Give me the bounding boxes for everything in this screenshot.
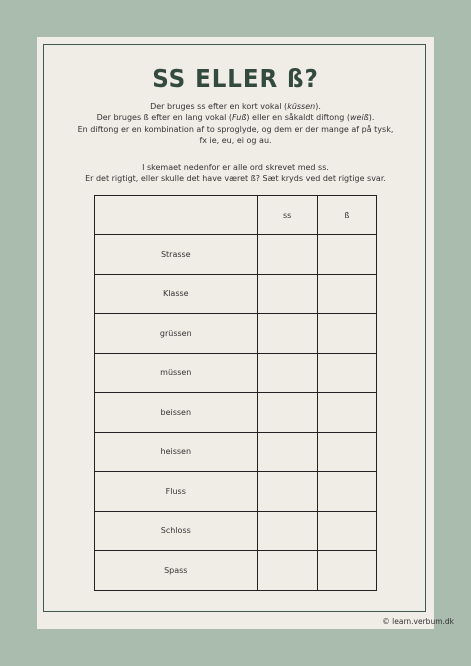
ss-answer-cell[interactable]	[257, 314, 317, 354]
ss-answer-cell[interactable]	[257, 353, 317, 393]
table-row	[95, 235, 377, 275]
example-word: weiß	[349, 113, 369, 123]
ss-answer-cell[interactable]	[257, 235, 317, 275]
example-word: Fuß	[232, 113, 247, 123]
ss-answer-cell[interactable]	[257, 432, 317, 472]
ss-answer-cell[interactable]	[257, 472, 317, 512]
ss-answer-cell[interactable]	[257, 274, 317, 314]
header-word	[95, 196, 258, 235]
ss-answer-cell[interactable]	[257, 393, 317, 433]
word-cell: Schloss	[95, 511, 258, 551]
answer-table	[94, 195, 377, 591]
intro-text	[0, 101, 471, 147]
task-line-2: Er det rigtigt, eller skulle det have været ß? Sæt kryds ved det rigtige svar.	[85, 174, 386, 184]
copyright-text: © learn.verbum.dk	[382, 617, 454, 626]
eszett-answer-cell[interactable]	[317, 353, 376, 393]
word-cell: Fluss	[95, 472, 258, 512]
table-header-row	[95, 196, 377, 235]
table-row	[95, 393, 377, 433]
task-line-1: I skemaet nedenfor er alle ord skrevet med ss.	[142, 163, 329, 172]
intro-text-part: ) eller en såkaldt diftong (	[246, 113, 350, 123]
intro-text-part: Der bruges ß efter en lang vokal (	[96, 113, 232, 123]
table-row	[95, 314, 377, 354]
intro-text-part: ).	[368, 113, 375, 123]
table-row	[95, 551, 377, 591]
eszett-answer-cell[interactable]	[317, 274, 376, 314]
word-cell: beissen	[95, 393, 258, 433]
ss-answer-cell[interactable]	[257, 551, 317, 591]
intro-text-part: En diftong er en kombination af to sproglyde, og dem er der mange af på tysk,	[77, 124, 394, 134]
eszett-answer-cell[interactable]	[317, 472, 376, 512]
table-row	[95, 274, 377, 314]
table-row	[95, 353, 377, 393]
eszett-answer-cell[interactable]	[317, 393, 376, 433]
intro-text-part: fx ie, eu, ei og au.	[199, 136, 272, 146]
eszett-answer-cell[interactable]	[317, 235, 376, 275]
header-eszett: ß	[317, 196, 376, 235]
intro-text-part: Der bruges ss efter en kort vokal (	[150, 102, 288, 111]
intro-line	[0, 124, 471, 135]
task-instructions	[0, 162, 471, 185]
table-row	[95, 511, 377, 551]
eszett-answer-cell[interactable]	[317, 314, 376, 354]
eszett-answer-cell[interactable]	[317, 432, 376, 472]
word-cell: müssen	[95, 353, 258, 393]
ss-answer-cell[interactable]	[257, 511, 317, 551]
word-cell: Klasse	[95, 274, 258, 314]
eszett-answer-cell[interactable]	[317, 551, 376, 591]
page-title: SS ELLER ß?	[152, 64, 319, 93]
word-cell: Spass	[95, 551, 258, 591]
table-row	[95, 432, 377, 472]
intro-line	[0, 101, 471, 112]
table-row	[95, 472, 377, 512]
eszett-answer-cell[interactable]	[317, 511, 376, 551]
header-ss: ss	[257, 196, 317, 235]
intro-line	[0, 135, 471, 146]
intro-line	[0, 112, 471, 123]
example-word: küssen	[287, 102, 316, 111]
word-cell: Strasse	[95, 235, 258, 275]
word-cell: heissen	[95, 432, 258, 472]
intro-text-part: ).	[315, 102, 321, 111]
word-cell: grüssen	[95, 314, 258, 354]
